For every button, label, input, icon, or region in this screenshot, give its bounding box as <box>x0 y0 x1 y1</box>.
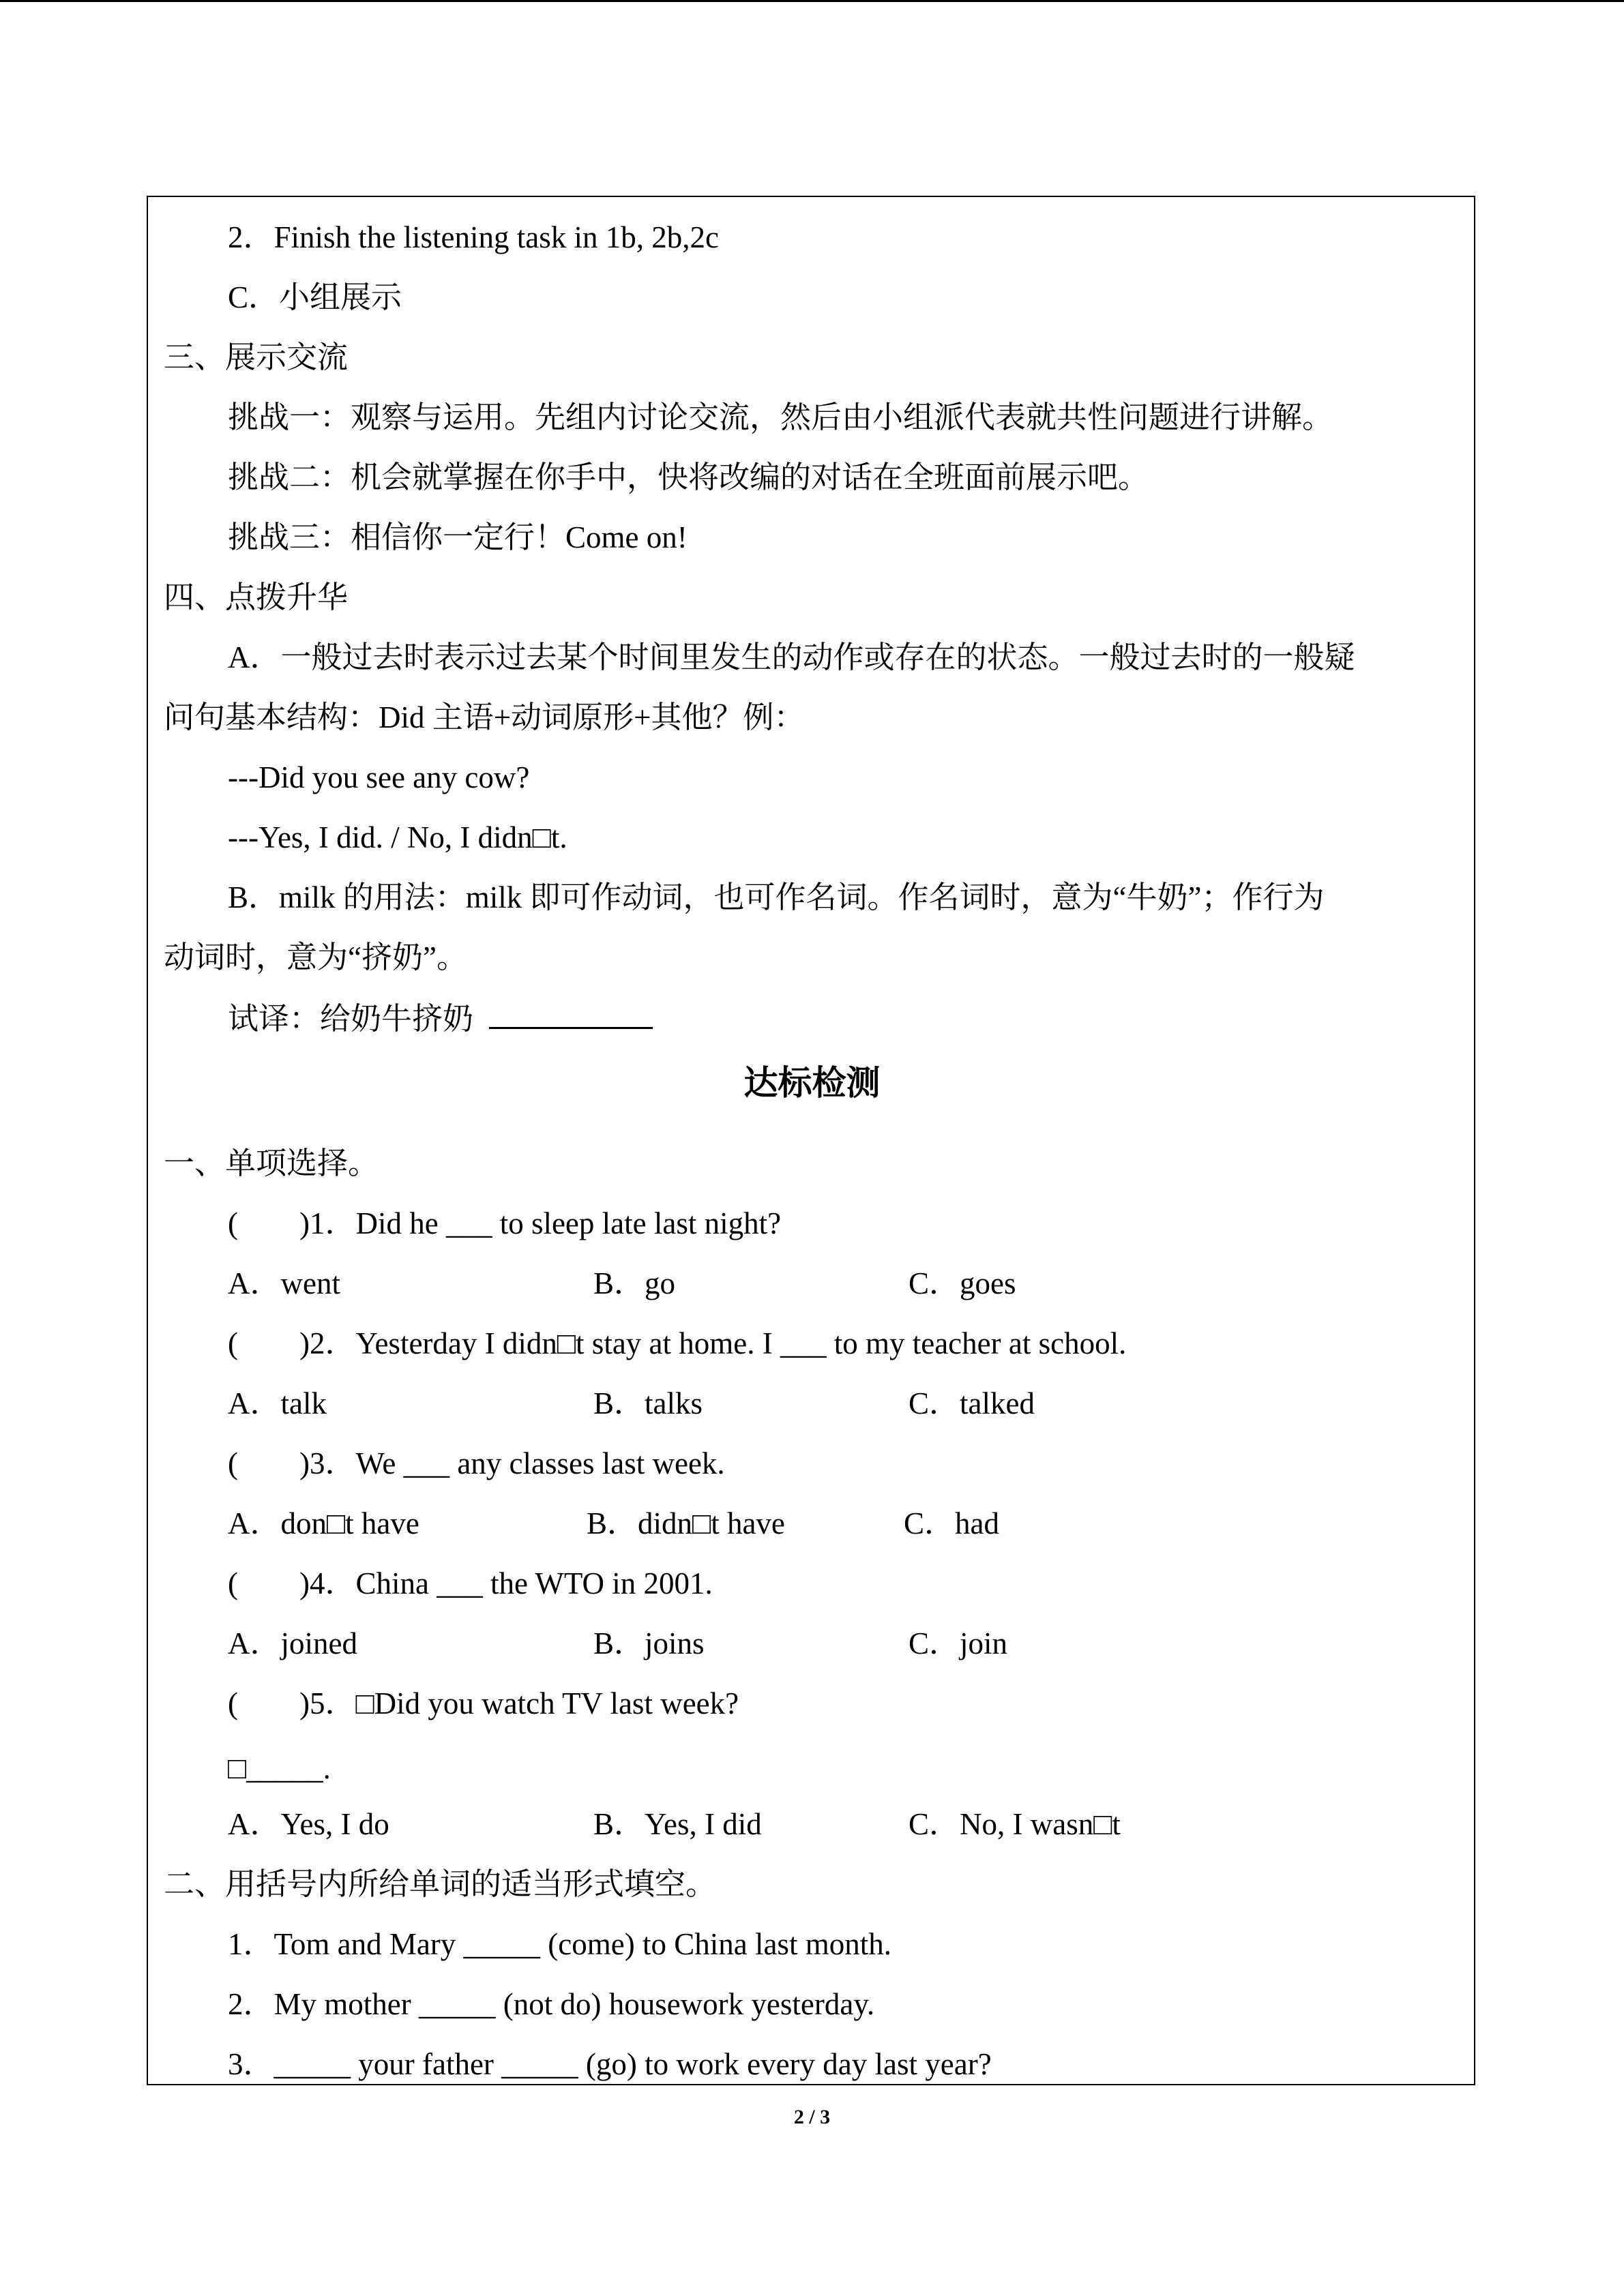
question-1: ( )1．Did he ___ to sleep late last night? <box>228 1206 782 1240</box>
group-show-line: C．小组展示 <box>228 280 402 314</box>
grammar-a-line1: A．一般过去时表示过去某个时间里发生的动作或存在的状态。一般过去时的一般疑 <box>228 640 1355 674</box>
section3-title: 三、展示交流 <box>164 340 349 374</box>
q2-option-b[interactable]: B．talks <box>593 1386 703 1420</box>
translate-prompt-text: 试译：给奶牛挤奶 <box>228 1002 474 1036</box>
challenge-3: 挑战三：相信你一定行！Come on! <box>228 520 688 554</box>
challenge-2: 挑战二：机会就掌握在你手中，快将改编的对话在全班面前展示吧。 <box>228 460 1149 494</box>
section4-title: 四、点拨升华 <box>164 580 349 614</box>
q5-option-b[interactable]: B．Yes, I did <box>593 1807 762 1841</box>
question-5: ( )5．□Did you watch TV last week? <box>228 1686 739 1720</box>
q1-option-a[interactable]: A．went <box>228 1266 340 1300</box>
part1-title: 一、单项选择。 <box>164 1146 379 1180</box>
fill-blank-3: 3．_____ your father _____ (go) to work every day last year? <box>228 2047 992 2081</box>
grammar-b-line2: 动词时，意为“挤奶”。 <box>164 940 467 974</box>
question-2: ( )2．Yesterday I didn□t stay at home. I ___ to my teacher at school. <box>228 1326 1127 1360</box>
q1-option-b[interactable]: B．go <box>593 1266 676 1300</box>
q1-option-c[interactable]: C．goes <box>909 1266 1016 1300</box>
part2-title: 二、用括号内所给单词的适当形式填空。 <box>164 1867 717 1901</box>
q2-option-a[interactable]: A．talk <box>228 1386 327 1420</box>
q3-option-a[interactable]: A．don□t have <box>228 1506 419 1540</box>
q4-option-b[interactable]: B．joins <box>593 1626 705 1660</box>
grammar-b-line1: B．milk 的用法：milk 即可作动词，也可作名词。作名词时，意为“牛奶”；作行为 <box>228 880 1325 914</box>
fill-blank-1: 1．Tom and Mary _____ (come) to China last month. <box>228 1927 891 1961</box>
question-5-answer-line: □_____. <box>228 1751 331 1785</box>
challenge-1: 挑战一：观察与运用。先组内讨论交流，然后由小组派代表就共性问题进行讲解。 <box>228 400 1333 434</box>
q3-option-b[interactable]: B．didn□t have <box>587 1506 785 1540</box>
q4-option-c[interactable]: C．join <box>909 1626 1008 1660</box>
translate-prompt <box>228 997 653 1039</box>
fill-blank-2: 2．My mother _____ (not do) housework yesterday. <box>228 1987 875 2021</box>
question-4: ( )4．China ___ the WTO in 2001. <box>228 1566 713 1600</box>
q5-option-a[interactable]: A．Yes, I do <box>228 1807 389 1841</box>
listening-task-line: 2．Finish the listening task in 1b, 2b,2c <box>228 220 719 254</box>
page-number: 2 / 3 <box>793 2106 831 2128</box>
top-border-line <box>0 0 1624 2</box>
q5-option-c[interactable]: C．No, I wasn□t <box>909 1807 1121 1841</box>
example-answer: ---Yes, I did. / No, I didn□t. <box>228 820 567 854</box>
test-heading: 达标检测 <box>743 1063 881 1103</box>
translate-blank[interactable] <box>489 997 653 1029</box>
q3-option-c[interactable]: C．had <box>904 1506 999 1540</box>
q2-option-c[interactable]: C．talked <box>909 1386 1035 1420</box>
q4-option-a[interactable]: A．joined <box>228 1626 357 1660</box>
question-3: ( )3．We ___ any classes last week. <box>228 1446 725 1480</box>
grammar-a-line2: 问句基本结构：Did 主语+动词原形+其他？例： <box>164 700 805 734</box>
example-question: ---Did you see any cow? <box>228 760 530 794</box>
